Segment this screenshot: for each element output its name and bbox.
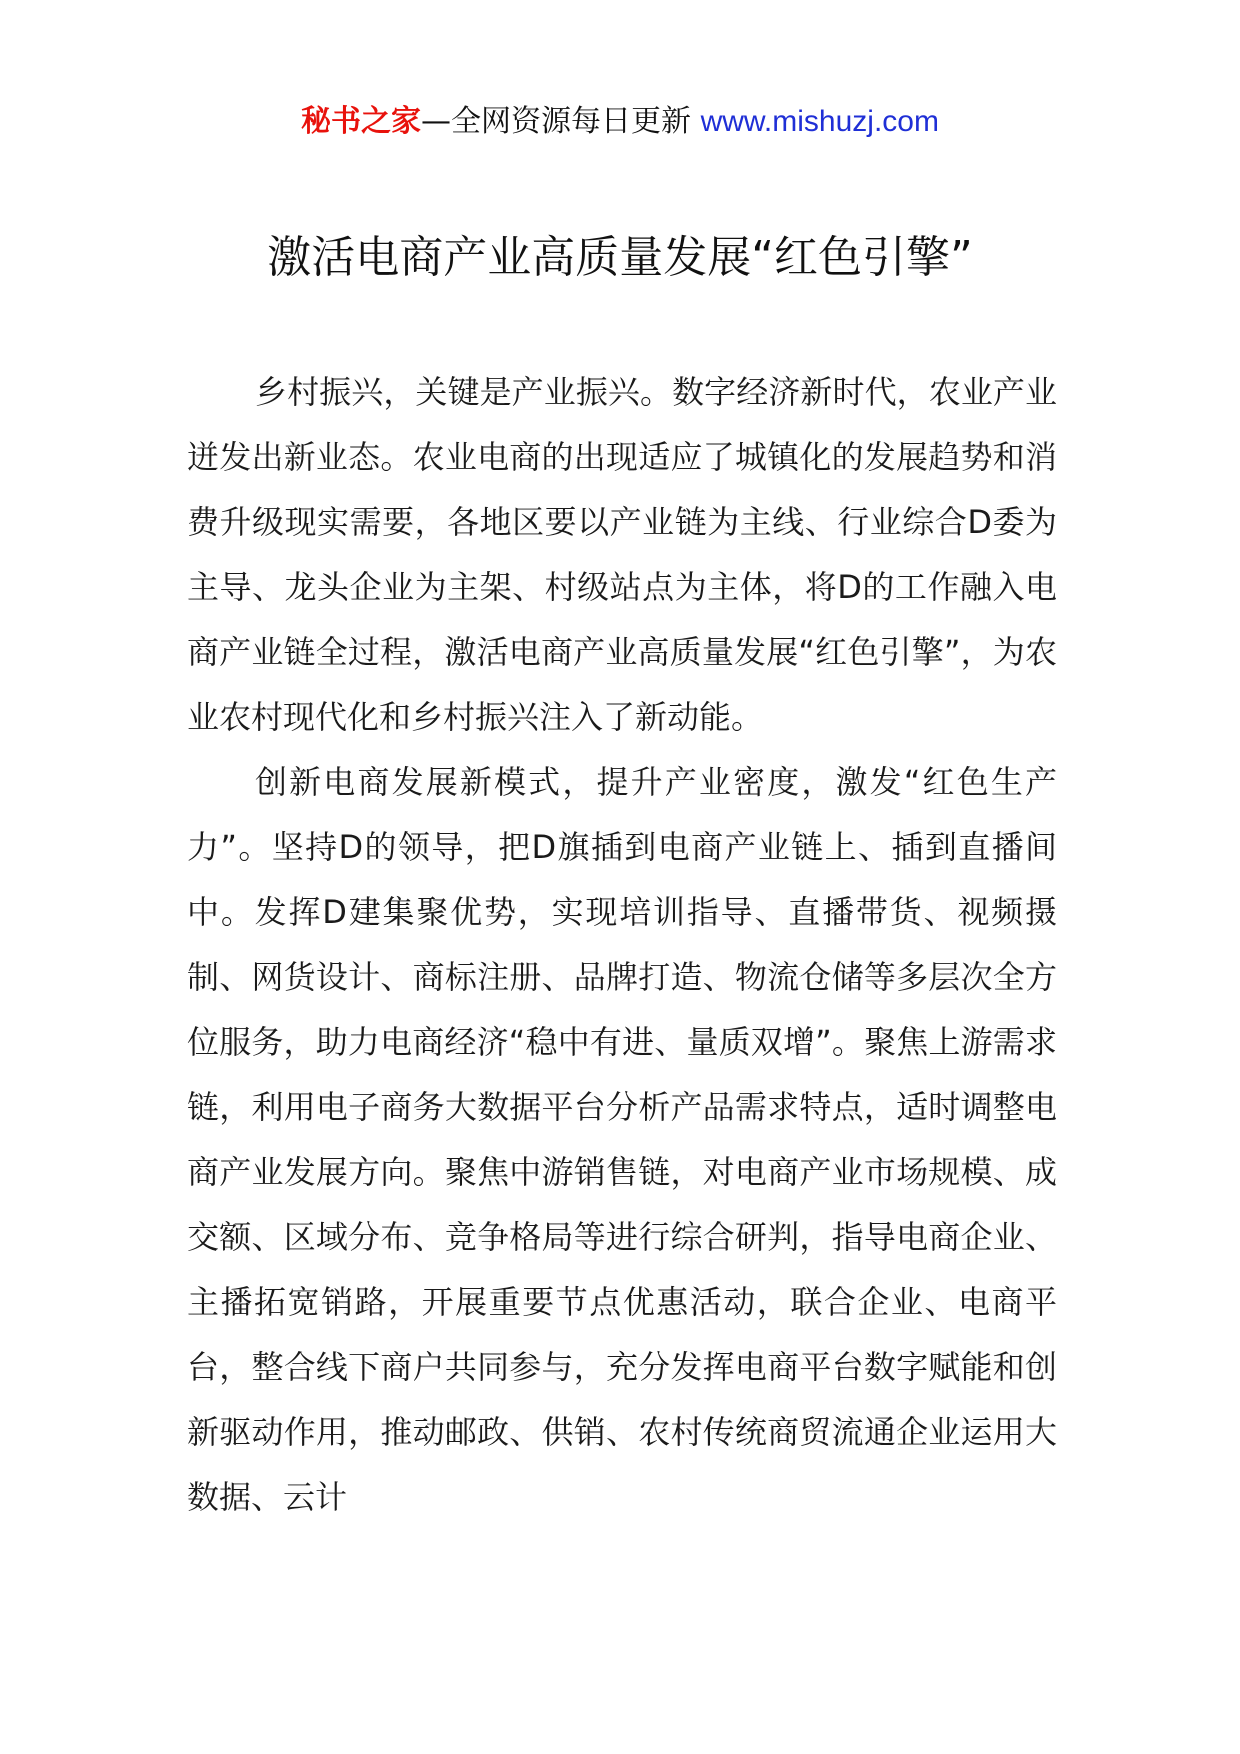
document-title: 激活电商产业高质量发展“红色引擎” <box>267 232 973 283</box>
page-header <box>0 100 1240 144</box>
site-url-link[interactable]: www.mishuzj.com <box>700 105 939 138</box>
brand-name: 秘书之家 <box>301 104 422 139</box>
paragraph: 创新电商发展新模式，提升产业密度，激发“红色生产力”。坚持D的领导，把D旗插到电商产业链上、插到直播间中。发挥D建集聚优势，实现培训指导、直播带货、视频摄制、网货设计、商标注册、品牌打造、物流仓储等多层次全方位服务，助力电商经济“稳中有进、量质双增”。聚焦上游需求链，利用电子商务大数据平台分析产品需求特点，适时调整电商产业发展方向。聚焦中游销售链，对电商产业市场规模、成交额、区域分布、竞争格局等进行综合研判，指导电商企业、主播拓宽销路，开展重要节点优惠活动，联合企业、电商平台，整合线下商户共同参与，充分发挥电商平台数字赋能和创新驱动作用，推动邮政、供销、农村传统商贸流通企业运用大数据、云计 <box>187 763 1057 1516</box>
document-body <box>187 360 1057 1530</box>
paragraph: 乡村振兴，关键是产业振兴。数字经济新时代，农业产业迸发出新业态。农业电商的出现适应了城镇化的发展趋势和消费升级现实需要，各地区要以产业链为主线、行业综合D委为主导、龙头企业为主架、村级站点为主体，将D的工作融入电商产业链全过程，激活电商产业高质量发展“红色引擎”，为农业农村现代化和乡村振兴注入了新动能。 <box>187 373 1057 736</box>
header-tagline: —全网资源每日更新 <box>421 104 692 139</box>
